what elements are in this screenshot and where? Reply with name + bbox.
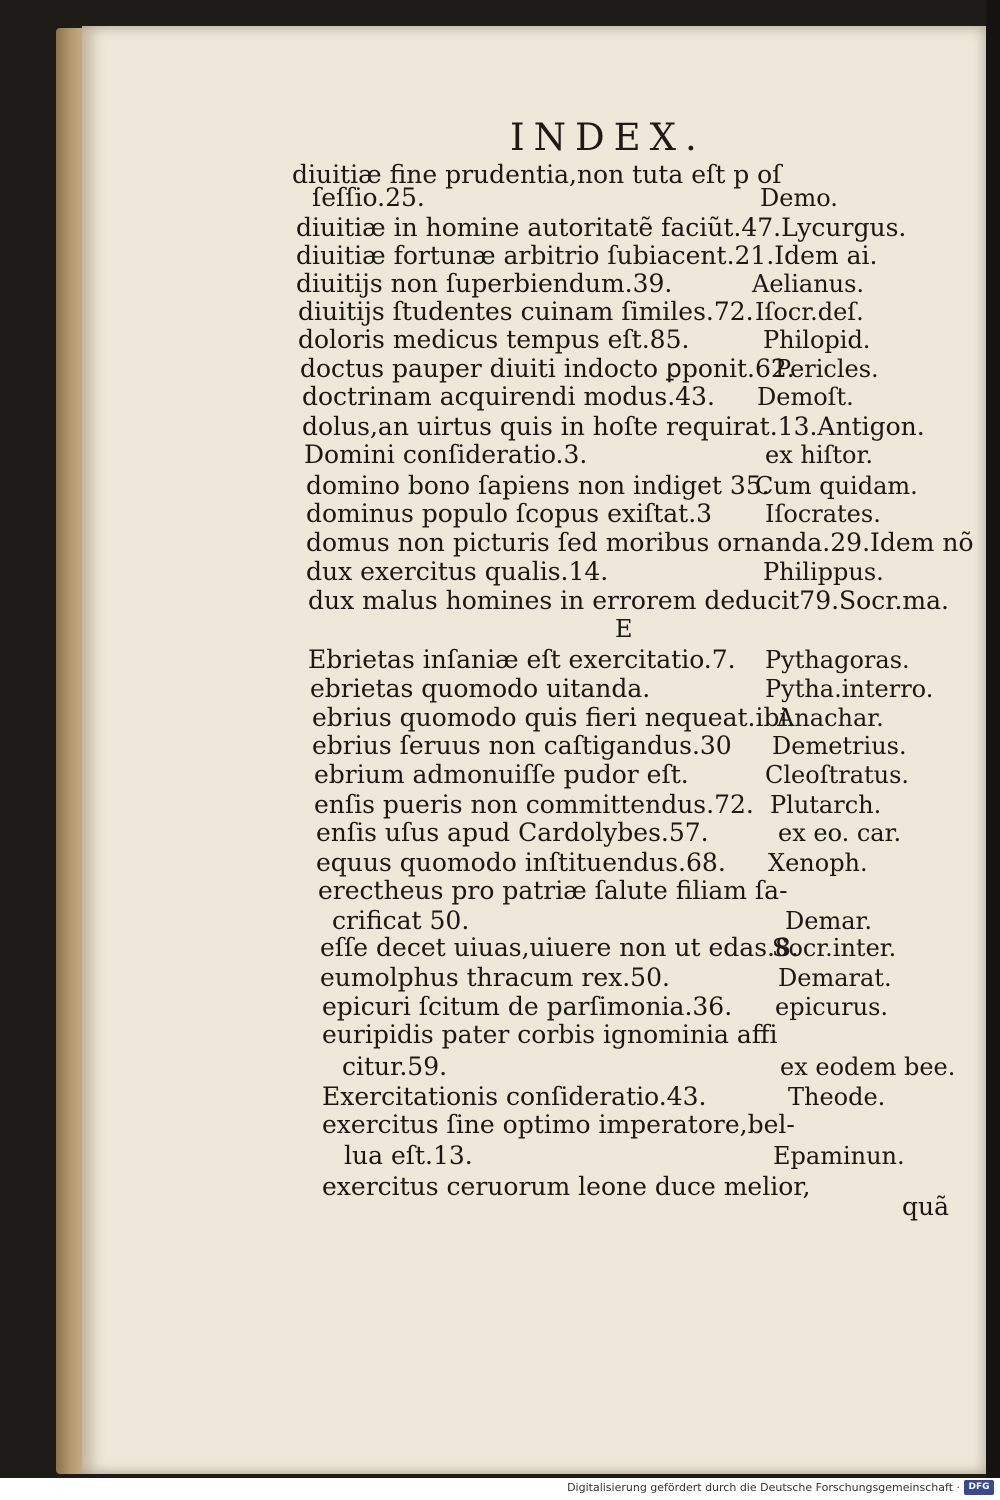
- index-entry: eſſe decet uiuas,uiuere non ut edas.8.: [320, 933, 799, 962]
- index-entry-source: Pytha.interro.: [765, 675, 934, 703]
- index-entry-source: Demetrius.: [772, 732, 907, 760]
- index-entry: citur.59.: [342, 1052, 448, 1081]
- dfg-logo: DFG: [964, 1480, 994, 1495]
- index-entry: dolus,an uirtus quis in hoſte requirat.13.Antigon.: [302, 412, 925, 441]
- index-entry-source: epicurus.: [775, 993, 889, 1021]
- index-entry: E: [615, 615, 633, 643]
- index-entry-source: Cum quidam.: [755, 472, 918, 500]
- index-entry-source: Anachar.: [777, 704, 884, 732]
- index-entry: dux exercitus qualis.14.: [306, 557, 609, 586]
- index-entry-source: Xenoph.: [768, 849, 868, 877]
- index-entry: domus non picturis ſed moribus ornanda.29.Idem nõ: [306, 528, 974, 557]
- index-entry: doctrinam acquirendi modus.43.: [302, 382, 715, 411]
- catchword: quã: [902, 1192, 950, 1221]
- index-entry: ebrietas quomodo uitanda.: [310, 674, 651, 703]
- index-entry: domino bono ſapiens non indiget 35.: [306, 471, 770, 500]
- index-entry-source: Pericles.: [775, 355, 879, 383]
- index-entry: diuitiæ fortunæ arbitrio ſubiacent.21.Idem ai.: [296, 241, 878, 270]
- index-entry-source: Iſocrates.: [765, 500, 881, 528]
- index-entry: epicuri ſcitum de parſimonia.36.: [322, 992, 733, 1021]
- index-entry-source: Epaminun.: [773, 1142, 905, 1170]
- page-title: INDEX.: [510, 116, 706, 159]
- index-entry-source: Theode.: [788, 1083, 886, 1111]
- index-entry: eumolphus thracum rex.50.: [320, 963, 670, 992]
- index-entry: exercitus ceruorum leone duce melior,: [322, 1172, 811, 1201]
- index-entry-source: Aelianus.: [752, 270, 865, 298]
- index-entry-source: Demo.: [760, 184, 838, 212]
- index-entry: doloris medicus tempus eſt.85.: [298, 325, 690, 354]
- index-entry: ſeſſio.25.: [312, 183, 425, 212]
- index-entry: euripidis pater corbis ignominia affi: [322, 1020, 778, 1049]
- index-entry-source: Demarat.: [778, 964, 892, 992]
- index-entry-source: Demar.: [785, 907, 872, 935]
- index-entry-source: Demoſt.: [757, 383, 854, 411]
- index-entry-source: Philippus.: [763, 558, 884, 586]
- index-entry-source: Pythagoras.: [765, 646, 910, 674]
- index-entry-source: ex eo. car.: [778, 819, 902, 847]
- index-entry-source: Philopid.: [763, 326, 871, 354]
- index-entry: enſis pueris non committendus.72.: [314, 790, 754, 819]
- index-entry: crificat 50.: [332, 906, 470, 935]
- index-entry: Domini conſideratio.3.: [304, 440, 588, 469]
- index-entry: exercitus ſine optimo imperatore,bel-: [322, 1110, 795, 1139]
- index-entry: ebrius quomodo quis fieri nequeat.ibi.: [312, 703, 796, 732]
- index-entry-source: ex eodem bee.: [780, 1053, 956, 1081]
- index-entry: diuitiæ fine prudentia,non tuta eſt p oſ: [292, 160, 782, 189]
- index-entry-source: Iſocr.deſ.: [755, 298, 864, 326]
- index-entry: dux malus homines in errorem deducit79.Socr.ma.: [308, 586, 949, 615]
- index-entry: equus quomodo inſtituendus.68.: [316, 848, 726, 877]
- footer-credit: Digitalisierung gefördert durch die Deutsche Forschungsgemeinschaft ·: [567, 1481, 960, 1494]
- index-entry-source: Plutarch.: [770, 791, 882, 819]
- scan-gutter: [986, 0, 1000, 1478]
- index-entry-source: Socr.inter.: [772, 934, 897, 962]
- index-entry: ebrium admonuiſſe pudor eſt.: [314, 760, 689, 789]
- index-entry: diuitijs non ſuperbiendum.39.: [296, 269, 673, 298]
- index-entry: diuitijs ſtudentes cuinam ſimiles.72.: [298, 297, 754, 326]
- index-entry: diuitiæ in homine autoritatẽ faciũt.47.Lycurgus.: [296, 213, 907, 242]
- index-entry: Ebrietas inſaniæ eſt exercitatio.7.: [308, 645, 736, 674]
- index-entry: Exercitationis conſideratio.43.: [322, 1082, 707, 1111]
- index-entry-source: Cleoſtratus.: [765, 761, 910, 789]
- index-entry: doctus pauper diuiti indocto ꝑponit.62.: [300, 354, 795, 383]
- index-entry: enſis uſus apud Cardolybes.57.: [316, 818, 709, 847]
- index-entry: erectheus pro patriæ ſalute filiam ſa-: [318, 876, 788, 905]
- index-entry: dominus populo ſcopus exiſtat.3: [306, 499, 713, 528]
- index-entry-source: ex hiſtor.: [765, 441, 873, 469]
- index-entry: lua eſt.13.: [344, 1141, 473, 1170]
- index-entry: ebrius ſeruus non caſtigandus.30: [312, 731, 732, 760]
